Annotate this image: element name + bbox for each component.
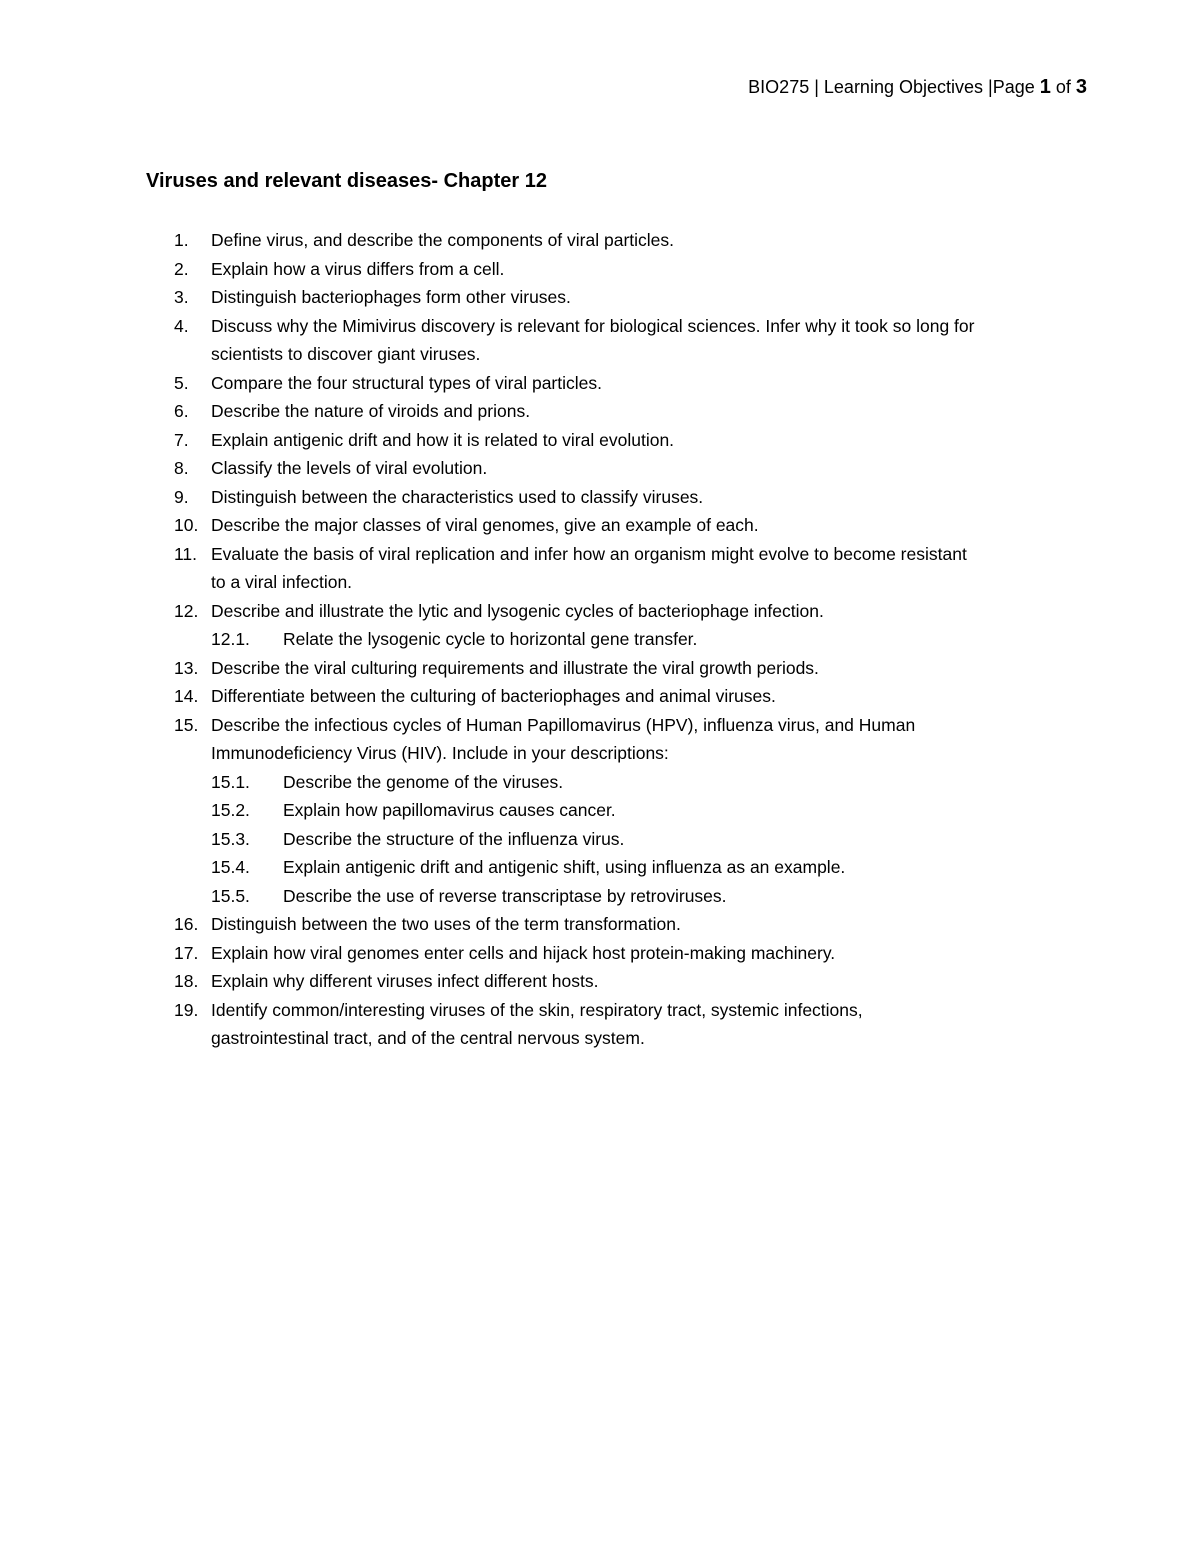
objective-text: Describe the major classes of viral genomes, give an example of each.: [211, 515, 759, 535]
sub-objective-number: 15.5.: [211, 885, 250, 906]
sub-objective-text: Describe the structure of the influenza virus.: [283, 828, 625, 849]
objective-text: Explain why different viruses infect different hosts.: [211, 971, 599, 991]
sub-objective-text: Explain antigenic drift and antigenic shift, using influenza as an example.: [283, 857, 846, 877]
objective-text: Identify common/interesting viruses of the skin, respiratory tract, systemic infections,: [211, 999, 863, 1020]
of-label: of: [1050, 77, 1076, 97]
objective-number: 16.: [174, 914, 199, 934]
objective-number: 7.: [174, 429, 189, 450]
course-code: BIO275: [748, 77, 810, 97]
objective-text: Explain how viral genomes enter cells and hijack host protein-making machinery.: [211, 942, 836, 963]
objective-text: Discuss why the Mimivirus discovery is relevant for biological sciences. Infer why it took so long for: [211, 315, 975, 336]
sub-objective-text: Describe the use of reverse transcriptase by retroviruses.: [283, 885, 727, 906]
objective-number: 11.: [174, 543, 198, 564]
objective-number: 17.: [174, 942, 199, 963]
objective-continuation: [0, 340, 1200, 369]
sub-objective-number: 15.1.: [211, 771, 250, 792]
header-separator: |: [983, 77, 993, 97]
objective-text: Explain how a virus differs from a cell.: [211, 258, 505, 279]
objective-text: Classify the levels of viral evolution.: [211, 458, 488, 478]
sub-objective: [0, 625, 1200, 654]
objective-number: 2.: [174, 258, 189, 279]
sub-objective-text: Relate the lysogenic cycle to horizontal gene transfer.: [283, 629, 698, 649]
objective-number: 14.: [174, 686, 199, 706]
objective-item: [0, 426, 1200, 455]
objective-continuation: [0, 568, 1200, 597]
sub-objective-text: Describe the genome of the viruses.: [283, 771, 564, 792]
objective-number: 4.: [174, 315, 189, 336]
objective-text: Describe the nature of viroids and prions.: [211, 401, 531, 421]
sub-objective-number: 15.3.: [211, 828, 250, 849]
objective-number: 13.: [174, 657, 199, 678]
objective-number: 5.: [174, 372, 189, 393]
objectives-list: [0, 226, 1200, 1053]
objective-item: [0, 397, 1200, 426]
objective-item: [0, 711, 1200, 740]
header-separator: |: [809, 77, 824, 97]
objective-item: [0, 540, 1200, 569]
objective-number: 19.: [174, 999, 199, 1020]
objective-text: Describe the infectious cycles of Human Papillomavirus (HPV), influenza virus, and Human: [211, 714, 916, 735]
objective-text: gastrointestinal tract, and of the central nervous system.: [211, 1028, 645, 1048]
objective-text: Compare the four structural types of viral particles.: [211, 372, 602, 393]
objective-number: 18.: [174, 971, 199, 991]
sub-objective-number: 15.2.: [211, 800, 250, 820]
objective-text: Explain antigenic drift and how it is related to viral evolution.: [211, 429, 675, 450]
objective-item: [0, 255, 1200, 284]
objective-text: Immunodeficiency Virus (HIV). Include in your descriptions:: [211, 743, 669, 763]
page-number: 1: [1039, 76, 1051, 98]
sub-objective: [0, 796, 1200, 825]
sub-objective-text: Explain how papillomavirus causes cancer.: [283, 800, 616, 820]
sub-objective: [0, 825, 1200, 854]
objective-item: [0, 939, 1200, 968]
objective-item: [0, 511, 1200, 540]
sub-objective-number: 12.1.: [211, 629, 250, 649]
objective-item: [0, 597, 1200, 626]
objective-number: 15.: [174, 714, 199, 735]
objective-item: [0, 454, 1200, 483]
objective-text: scientists to discover giant viruses.: [211, 344, 481, 364]
objective-item: [0, 226, 1200, 255]
objective-text: Evaluate the basis of viral replication and infer how an organism might evolve to become resistant: [211, 543, 967, 564]
objective-text: to a viral infection.: [211, 572, 353, 592]
objective-item: [0, 654, 1200, 683]
objective-item: [0, 996, 1200, 1025]
objective-item: [0, 369, 1200, 398]
page-label: Page: [992, 77, 1040, 97]
objective-item: [0, 483, 1200, 512]
objective-number: 1.: [174, 230, 189, 250]
objective-item: [0, 910, 1200, 939]
section-name: Learning Objectives: [823, 77, 983, 97]
objective-number: 9.: [174, 486, 189, 507]
objective-text: Distinguish between the two uses of the term transformation.: [211, 914, 681, 934]
objective-continuation: [0, 739, 1200, 768]
sub-objective: [0, 853, 1200, 882]
page-total: 3: [1075, 76, 1087, 98]
objective-text: Differentiate between the culturing of bacteriophages and animal viruses.: [211, 686, 776, 706]
objective-text: Describe and illustrate the lytic and lysogenic cycles of bacteriophage infection.: [211, 600, 824, 621]
objective-continuation: [0, 1024, 1200, 1053]
objective-text: Describe the viral culturing requirements and illustrate the viral growth periods.: [211, 657, 819, 678]
objective-item: [0, 967, 1200, 996]
objective-text: Define virus, and describe the components of viral particles.: [211, 230, 675, 250]
objective-number: 3.: [174, 287, 189, 307]
objective-text: Distinguish between the characteristics used to classify viruses.: [211, 486, 704, 507]
document-title: Viruses and relevant diseases- Chapter 12: [146, 170, 547, 192]
sub-objective: [0, 882, 1200, 911]
objective-number: 12.: [174, 600, 199, 621]
objective-number: 8.: [174, 458, 189, 478]
objective-number: 10.: [174, 515, 199, 535]
objective-text: Distinguish bacteriophages form other viruses.: [211, 287, 571, 307]
objective-item: [0, 682, 1200, 711]
page-header: [748, 74, 1087, 100]
objective-number: 6.: [174, 401, 189, 421]
objective-item: [0, 312, 1200, 341]
sub-objective-number: 15.4.: [211, 857, 250, 877]
objective-item: [0, 283, 1200, 312]
sub-objective: [0, 768, 1200, 797]
